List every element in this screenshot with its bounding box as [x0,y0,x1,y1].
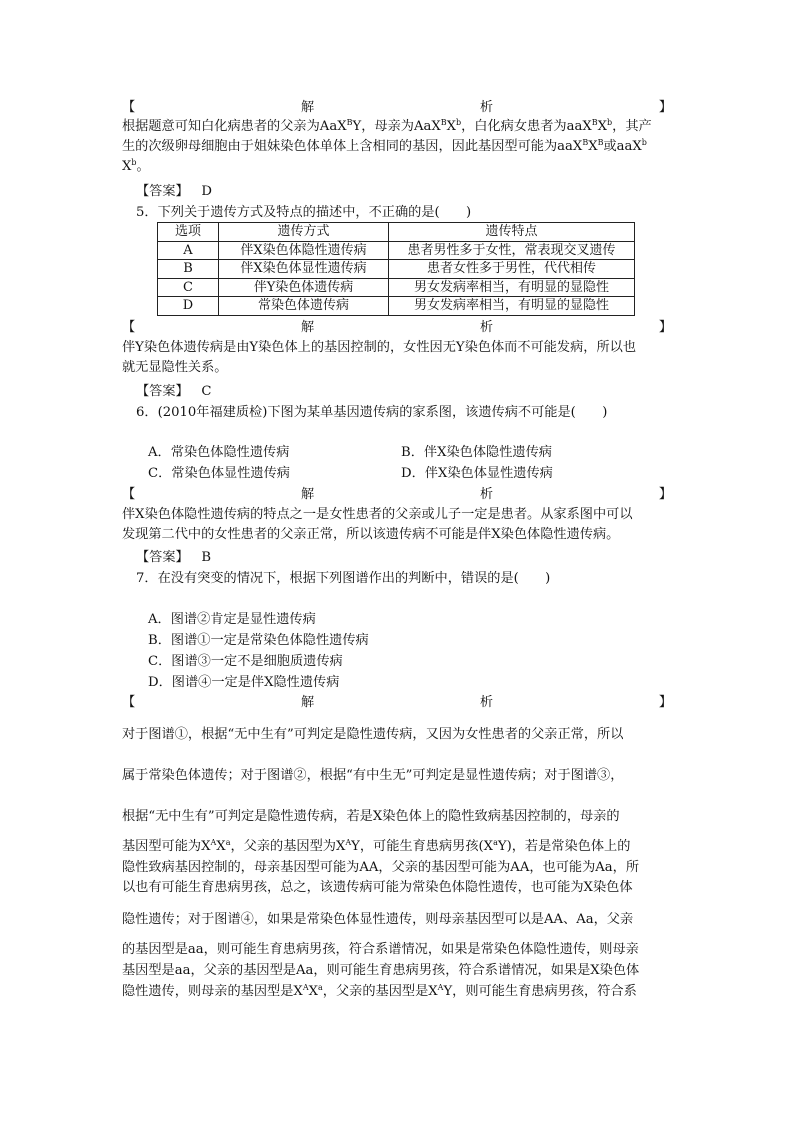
table-row: C 伴Y染色体遗传病 男女发病率相当，有明显的显隐性 [158,278,635,297]
q7-explanation-line: 隐性致病基因控制的，母亲基因型可能为AA，父亲的基因型可能为AA，也可能为Aa，所 [122,860,640,875]
table-row: D 常染色体遗传病 男女发病率相当，有明显的显隐性 [158,297,635,316]
jiexi-char2: 析 [479,100,494,115]
q6-explanation-line: 发现第二代中的女性患者的父亲正常，所以该遗传病不可能是伴X染色体隐性遗传病。 [122,527,620,542]
q6-option-b: B．伴X染色体隐性遗传病 [401,445,552,460]
q7-explanation-line: 基因型是aa，父亲的基因型是Aa，则可能生育患病男孩，符合系谱情况，如果是X染色体 [122,963,640,978]
q7-option-c: C．图谱③一定不是细胞质遗传病 [148,654,343,669]
q7-explanation-line: 以也有可能生育患病男孩，总之，该遗传病可能为常染色体隐性遗传，也可能为X染色体 [122,880,633,895]
q5-answer: 【答案】 C [136,384,212,399]
q6-option-c: C．常染色体显性遗传病 [148,466,290,481]
jiexi-heading: 【 解 析 】 [122,320,672,335]
q7-option-a: A．图谱②肯定是显性遗传病 [148,612,316,627]
q6-explanation-line: 伴X染色体隐性遗传病的特点之一是女性患者的父亲或儿子一定是患者。从家系图中可以 [122,507,633,522]
jiexi-char1: 解 [300,100,315,115]
q7-stem: 7．在没有突变的情况下，根据下列图谱作出的判断中，错误的是( ) [136,571,551,586]
q7-explanation-line: 隐性遗传；对于图谱④，如果是常染色体显性遗传，则母亲基因型可以是AA、Aa，父亲 [122,912,634,927]
jiexi-heading: 【 解 析 】 [122,695,672,710]
q5-explanation-line: 就无显隐性关系。 [122,360,228,375]
q6-answer: 【答案】 B [136,550,212,565]
q6-stem: 6．(2010年福建质检)下图为某单基因遗传病的家系图，该遗传病不可能是( ) [136,405,608,420]
q7-explanation-line: 根据“无中生有”可判定是隐性遗传病，若是X染色体上的隐性致病基因控制的，母亲的 [122,809,620,824]
q7-explanation-line: 的基因型是aa，则可能生育患病男孩，符合系谱情况，如果是常染色体隐性遗传，则母亲 [122,942,639,957]
q7-explanation-line: 隐性遗传，则母亲的基因型是$X^AX^a$，父亲的基因型是$X^AY$，则可能生育患病男孩，符合系 [122,983,637,999]
jiexi-heading: 【 解 析 】 [122,487,672,502]
table-header-row: 选项 遗传方式 遗传特点 [158,223,635,242]
q5-explanation-line: 伴Y染色体遗传病是由Y染色体上的基因控制的，女性因无Y染色体而不可能发病，所以也 [122,340,637,355]
jiexi-open: 【 [122,100,136,115]
jiexi-heading [122,99,672,117]
jiexi-close: 】 [658,100,672,115]
q7-explanation-line: 基因型可能为$X^AX^a$，父亲的基因型为$X^AY$，可能生育患病男孩$(X^aY)$，若是常染色体上的 [122,838,631,854]
q4-explanation-line: $X^b$。 [122,158,150,174]
q4-explanation-line: 生的次级卵母细胞由于姐妹染色体单体上含相同的基因，因此基因型可能为$aaX^BX^B$或aaX$^b$ [122,138,647,154]
q6-option-d: D．伴X染色体显性遗传病 [401,466,553,481]
q7-explanation-line: 对于图谱①，根据“无中生有”可判定是隐性遗传病，又因为女性患者的父亲正常，所以 [122,727,624,742]
table-row: A 伴X染色体隐性遗传病 患者男性多于女性，常表现交叉遗传 [158,241,635,260]
q7-option-b: B．图谱①一定是常染色体隐性遗传病 [148,633,369,648]
q4-answer: 【答案】 D [136,184,212,199]
q5-table [157,222,635,316]
q5-stem: 5．下列关于遗传方式及特点的描述中，不正确的是( ) [136,205,472,220]
q7-explanation-line: 属于常染色体遗传；对于图谱②，根据“有中生无”可判定是显性遗传病；对于图谱③， [122,768,624,783]
q4-explanation-line: 根据题意可知白化病患者的父亲为AaX$^B$Y，母亲为$AaX^BX^b$，白化病女患者为$aaX^BX^b$，其产 [122,118,652,134]
q6-option-a: A．常染色体隐性遗传病 [148,445,290,460]
table-row: B 伴X染色体显性遗传病 患者女性多于男性，代代相传 [158,260,635,279]
q7-option-d: D．图谱④一定是伴X隐性遗传病 [148,675,340,690]
